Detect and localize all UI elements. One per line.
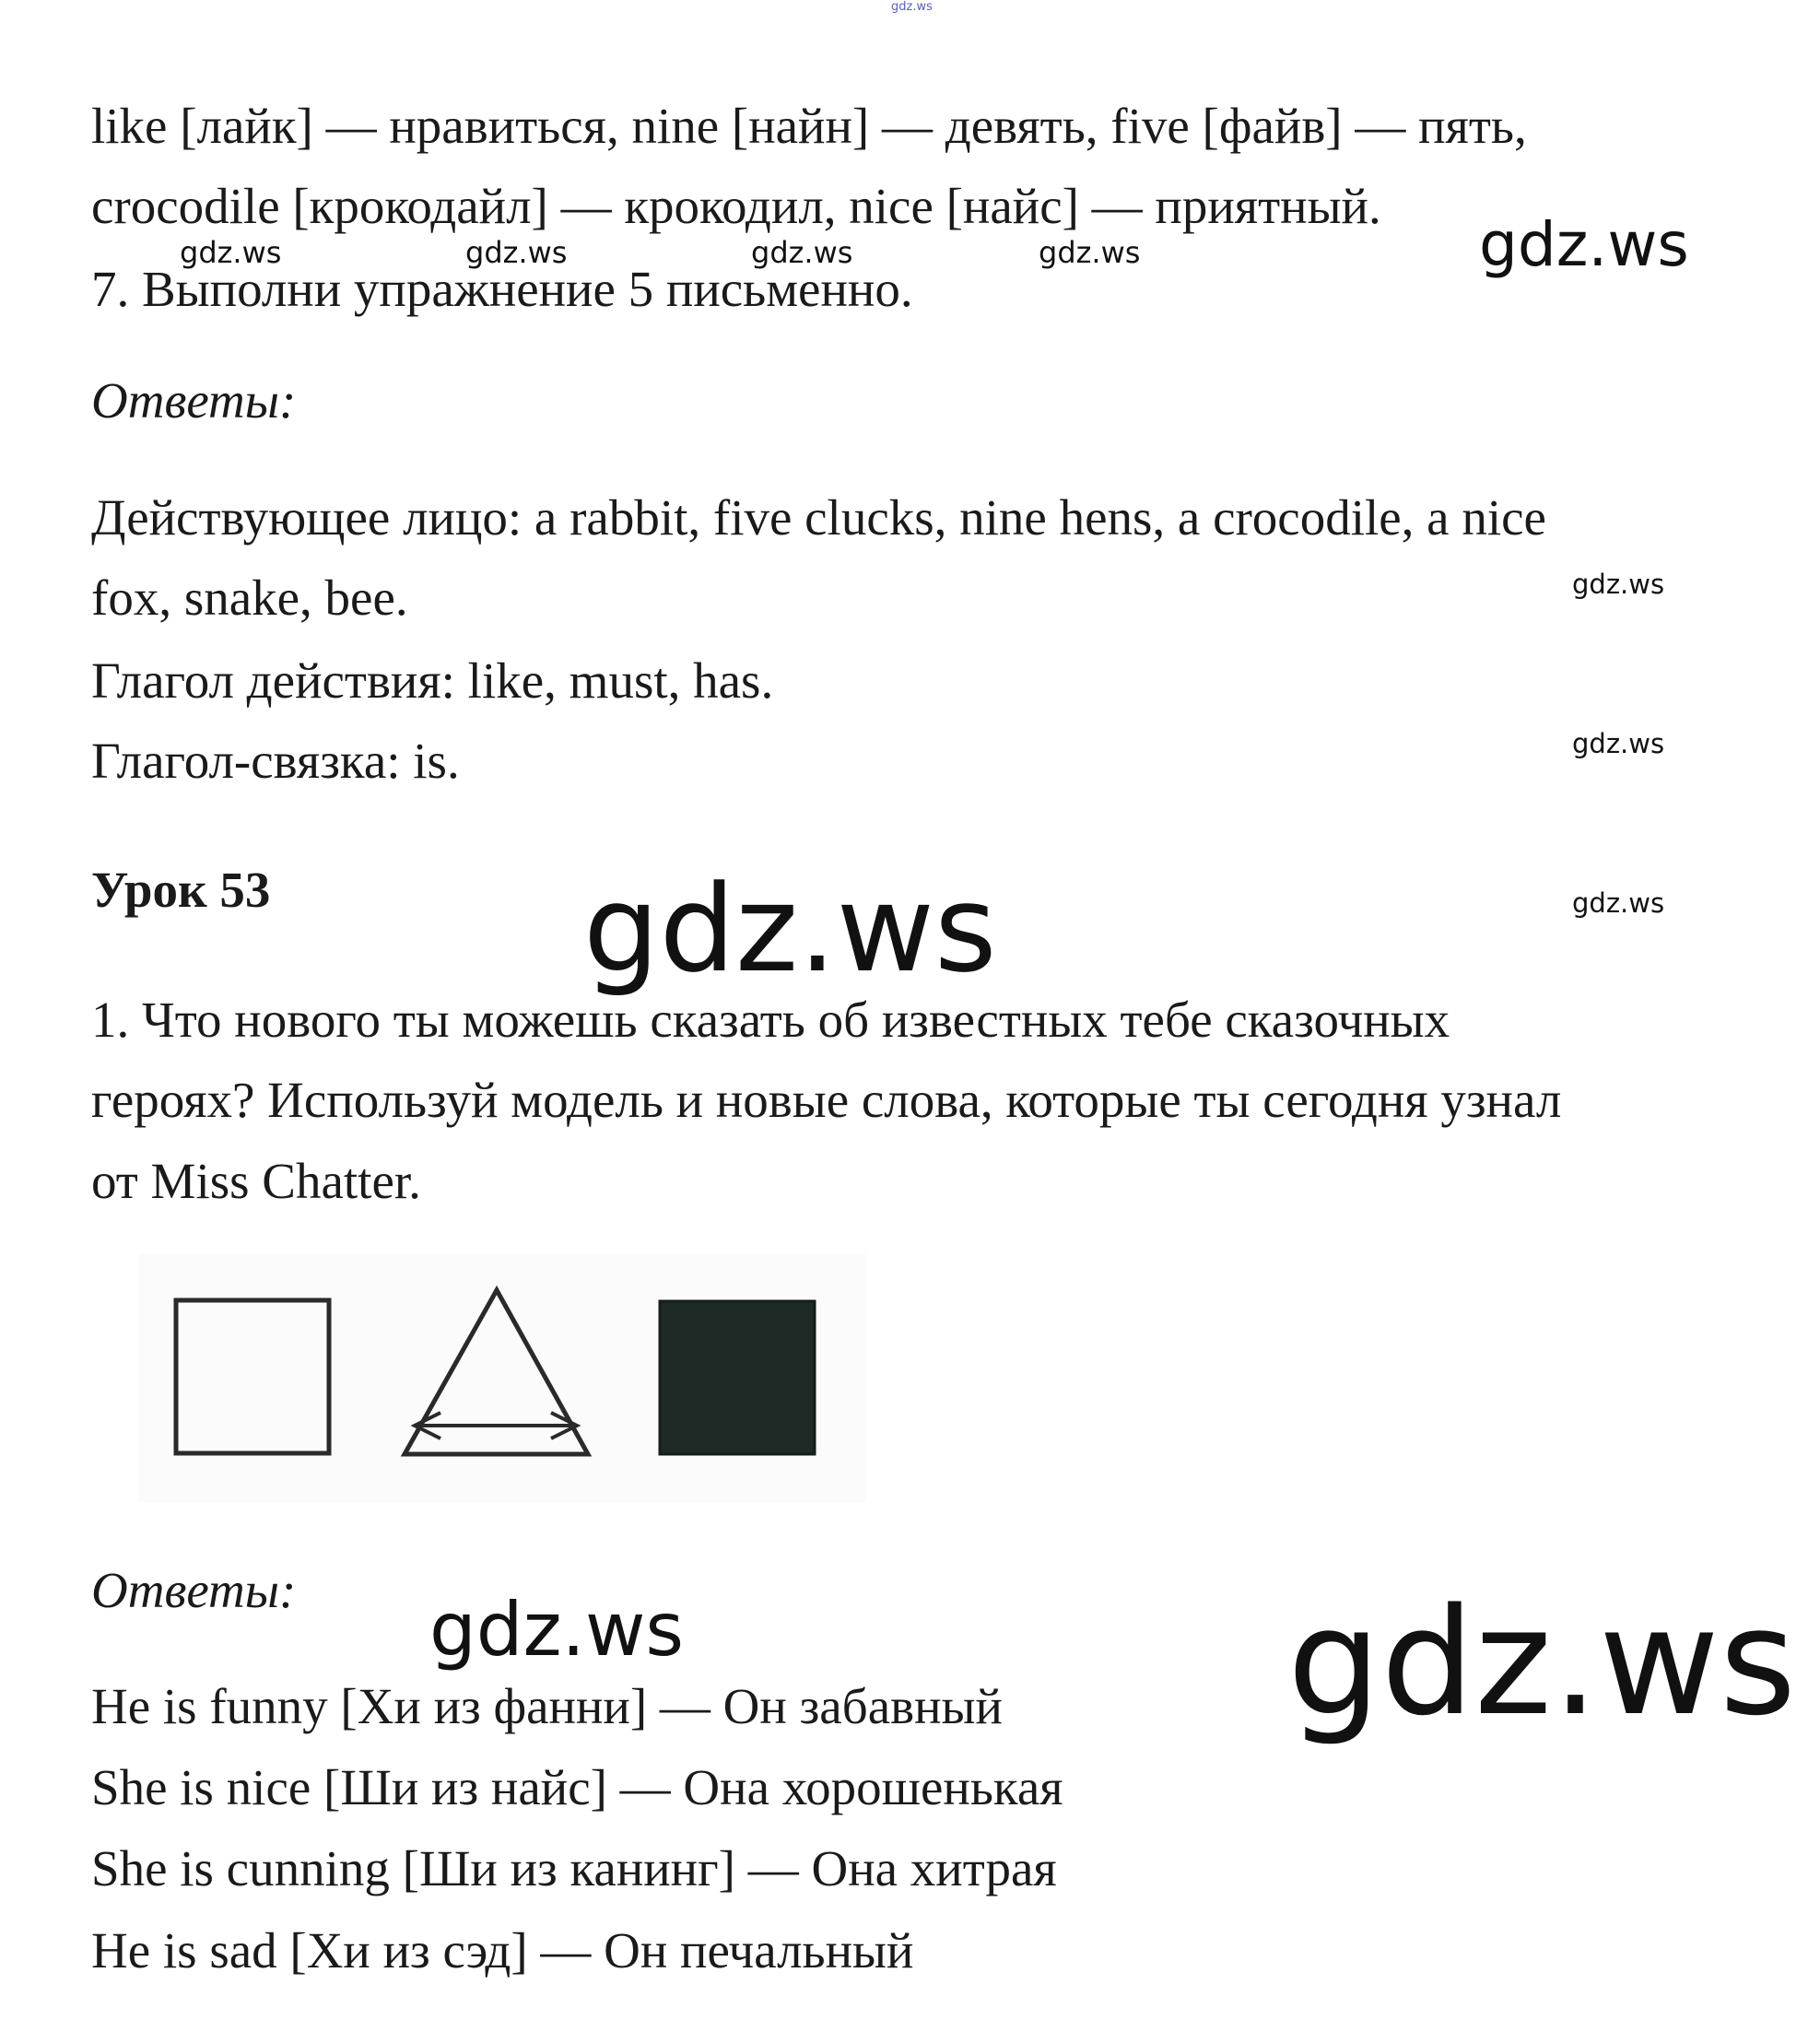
watermark-side-1: gdz.ws <box>1572 569 1665 600</box>
task-1-line-3: от Miss Chatter. <box>91 1153 421 1209</box>
task-1-line-1: 1. Что нового ты можешь сказать об известных тебе сказочных <box>91 992 1450 1048</box>
watermark-side-2: gdz.ws <box>1572 728 1665 759</box>
task-7: 7. Выполни упражнение 5 письменно. <box>91 261 913 317</box>
watermark-answers-mid: gdz.ws <box>429 1587 685 1673</box>
answer-line-2: fox, snake, bee. <box>91 569 408 626</box>
watermark-large-right: gdz.ws <box>1287 1576 1797 1748</box>
vocab-line-1: like [лайк] — нравиться, nine [найн] — девять, five [файв] — пять, <box>91 98 1527 154</box>
watermark-small-1: gdz.ws <box>180 235 282 270</box>
lesson-answer-4: He is sad [Хи из сэд] — Он печальный <box>91 1922 914 1978</box>
watermark-small-2: gdz.ws <box>465 235 568 270</box>
watermark-small-4: gdz.ws <box>1039 235 1141 270</box>
answer-line-1: Действующее лицо: a rabbit, five clucks, nine hens, a crocodile, a nice <box>91 489 1546 546</box>
watermark-large-center: gdz.ws <box>583 859 997 999</box>
lesson-title: Урок 53 <box>91 862 271 918</box>
answers-label-2: Ответы: <box>91 1562 297 1618</box>
model-figure <box>138 1253 866 1502</box>
answer-line-3: Глагол действия: like, must, has. <box>91 652 774 709</box>
watermark-top: gdz.ws <box>891 0 933 14</box>
watermark-small-3: gdz.ws <box>751 235 853 270</box>
watermark-medium-right: gdz.ws <box>1479 209 1689 280</box>
answer-line-4: Глагол-связка: is. <box>91 733 460 789</box>
answers-label-1: Ответы: <box>91 372 297 429</box>
watermark-side-3: gdz.ws <box>1572 887 1665 919</box>
vocab-line-2: crocodile [крокодайл] — крокодил, nice [найс] — приятный. <box>91 178 1381 234</box>
lesson-answer-3: She is cunning [Ши из канинг] — Она хитрая <box>91 1840 1057 1896</box>
task-1-line-2: героях? Используй модель и новые слова, которые ты сегодня узнал <box>91 1072 1562 1128</box>
lesson-answer-2: She is nice [Ши из найс] — Она хорошенькая <box>91 1759 1063 1815</box>
filled-square <box>660 1301 815 1454</box>
lesson-answer-1: He is funny [Хи из фанни] — Он забавный <box>91 1678 1003 1734</box>
